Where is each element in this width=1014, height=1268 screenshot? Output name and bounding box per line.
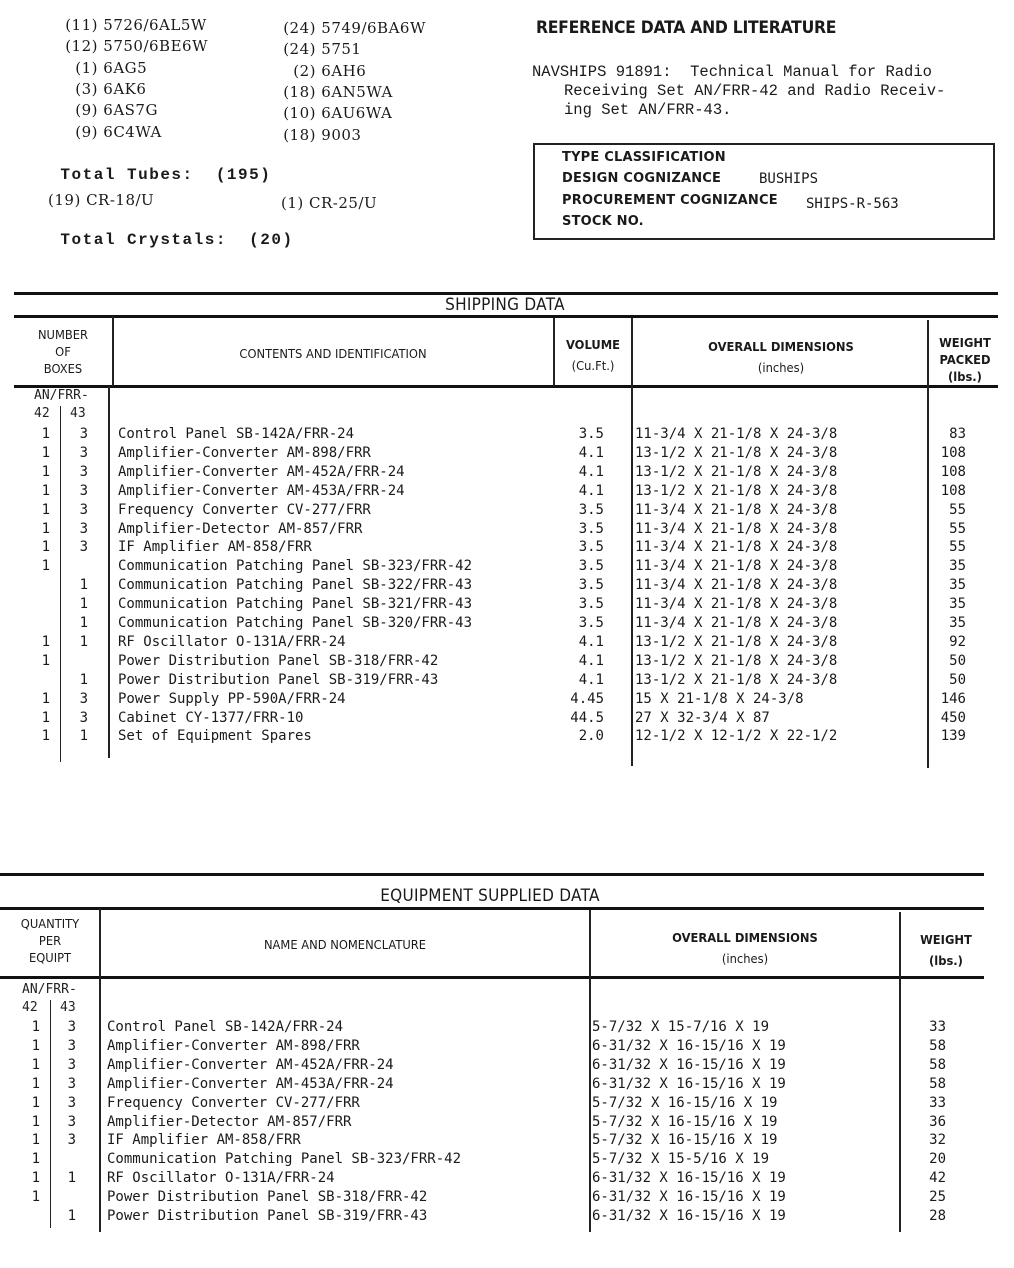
header-text: OVERALL DIMENSIONS <box>708 339 854 354</box>
header-overall-dimensions <box>646 338 916 376</box>
qty-42: 1 <box>41 482 50 499</box>
header-number-of-boxes <box>18 326 108 377</box>
tube-qty: (24) <box>283 40 316 59</box>
contents-item: Communication Patching Panel SB-322/FRR-43 <box>118 577 473 594</box>
tube-qty: (18) <box>283 125 316 144</box>
qty-42: 1 <box>31 1056 40 1073</box>
volume: 3.5 <box>578 596 604 613</box>
equipment-row <box>0 1019 1014 1038</box>
overall-dimensions: 13-1/2 X 21-1/8 X 24-3/8 <box>635 652 838 669</box>
overall-dimensions: 5-7/32 X 16-15/16 X 19 <box>592 1094 778 1111</box>
header-text: (lbs.) <box>948 369 982 384</box>
tube-item <box>268 19 426 37</box>
literature-line-1: NAVSHIPS 91891: Technical Manual for Radio <box>532 63 932 81</box>
procurement-cognizance-label: PROCUREMENT COGNIZANCE <box>562 193 778 208</box>
tube-qty: (12) <box>65 37 98 56</box>
name-item: Communication Patching Panel SB-323/FRR-42 <box>107 1151 462 1168</box>
qty-43: 1 <box>67 1208 76 1224</box>
qty-42: 1 <box>31 1113 40 1130</box>
overall-dimensions: 11-3/4 X 21-1/8 X 24-3/8 <box>635 615 838 631</box>
divider <box>0 907 984 910</box>
volume: 4.45 <box>570 690 604 707</box>
overall-dimensions: 6-31/32 X 16-15/16 X 19 <box>592 1170 786 1187</box>
tube-item <box>268 126 361 144</box>
volume: 4.1 <box>578 633 604 650</box>
overall-dimensions: 6-31/32 X 16-15/16 X 19 <box>592 1037 786 1054</box>
header-text: PER <box>38 933 62 948</box>
equipment-row <box>0 1170 1014 1189</box>
volume: 4.1 <box>578 482 604 499</box>
equipment-row <box>0 1208 1014 1227</box>
contents-item: Communication Patching Panel SB-323/FRR-42 <box>118 558 473 575</box>
overall-dimensions: 12-1/2 X 12-1/2 X 22-1/2 <box>635 728 838 745</box>
tube-item <box>268 104 392 122</box>
header-text: (inches) <box>757 360 805 375</box>
header-text: OF <box>55 344 71 359</box>
overall-dimensions: 15 X 21-1/8 X 24-3/8 <box>635 690 804 707</box>
tube-type: 6AG5 <box>103 58 148 77</box>
qty-42: 1 <box>31 1151 40 1168</box>
crystal-item <box>281 194 377 212</box>
overall-dimensions: 11-3/4 X 21-1/8 X 24-3/8 <box>635 426 838 442</box>
total-crystals-label: Total Crystals: <box>60 231 227 249</box>
equipment-row <box>0 1076 1014 1095</box>
tube-item <box>48 37 208 55</box>
contents-item: RF Oscillator O-131A/FRR-24 <box>118 633 346 650</box>
overall-dimensions: 11-3/4 X 21-1/8 X 24-3/8 <box>635 558 838 575</box>
header-text: WEIGHT <box>920 932 972 947</box>
header-text: BOXES <box>43 361 83 376</box>
tube-item <box>268 62 366 80</box>
tube-qty: (11) <box>65 16 98 34</box>
weight-packed: 55 <box>949 539 966 556</box>
weight-packed: 108 <box>940 463 966 480</box>
equipment-row <box>0 1151 1014 1170</box>
shipping-row <box>0 615 1014 634</box>
volume: 4.1 <box>578 671 604 688</box>
overall-dimensions: 5-7/32 X 16-15/16 X 19 <box>592 1113 778 1130</box>
total-tubes-value: (195) <box>215 166 272 184</box>
weight: 58 <box>929 1037 946 1054</box>
qty-43: 3 <box>67 1037 76 1054</box>
weight-packed: 146 <box>940 690 966 707</box>
qty-43: 3 <box>79 539 88 556</box>
weight-packed: 108 <box>940 444 966 461</box>
qty-42: 1 <box>41 728 50 745</box>
weight: 25 <box>929 1189 946 1206</box>
weight: 42 <box>929 1170 946 1187</box>
shipping-row <box>0 464 1014 483</box>
tube-qty: (18) <box>283 82 316 101</box>
qty-42: 1 <box>31 1075 40 1092</box>
shipping-row <box>0 710 1014 729</box>
tube-type: 5726/6AL5W <box>103 16 207 34</box>
tube-qty: (3) <box>75 79 98 98</box>
shipping-row <box>0 483 1014 502</box>
tube-type: 6AS7G <box>103 101 158 120</box>
overall-dimensions: 6-31/32 X 16-15/16 X 19 <box>592 1208 786 1224</box>
tube-qty: (2) <box>293 61 316 80</box>
qty-42: 1 <box>31 1132 40 1149</box>
crystal-qty: (19) <box>48 191 81 209</box>
contents-item: Power Distribution Panel SB-318/FRR-42 <box>118 652 439 669</box>
set-43-label: 43 <box>60 1000 76 1015</box>
header-text: WEIGHT <box>939 335 991 350</box>
total-crystals <box>16 213 294 267</box>
header-text: OVERALL DIMENSIONS <box>672 930 818 945</box>
contents-item: Cabinet CY-1377/FRR-10 <box>118 709 304 726</box>
weight-packed: 50 <box>949 652 966 669</box>
total-crystals-value: (20) <box>249 231 294 249</box>
overall-dimensions: 27 X 32-3/4 X 87 <box>635 709 770 726</box>
shipping-row <box>0 691 1014 710</box>
header-weight-packed <box>933 334 997 385</box>
name-item: Power Distribution Panel SB-319/FRR-43 <box>107 1208 428 1224</box>
overall-dimensions: 11-3/4 X 21-1/8 X 24-3/8 <box>635 501 838 518</box>
overall-dimensions: 5-7/32 X 16-15/16 X 19 <box>592 1132 778 1149</box>
overall-dimensions: 6-31/32 X 16-15/16 X 19 <box>592 1075 786 1092</box>
contents-item: Frequency Converter CV-277/FRR <box>118 501 371 518</box>
qty-43: 3 <box>67 1113 76 1130</box>
header-text: QUANTITY <box>20 916 80 931</box>
shipping-row <box>0 426 1014 445</box>
weight-packed: 92 <box>949 633 966 650</box>
qty-42: 1 <box>41 558 50 575</box>
overall-dimensions: 11-3/4 X 21-1/8 X 24-3/8 <box>635 577 838 594</box>
volume: 3.5 <box>578 501 604 518</box>
qty-42: 1 <box>41 520 50 537</box>
qty-43: 3 <box>67 1075 76 1092</box>
qty-43: 3 <box>79 444 88 461</box>
qty-43: 3 <box>79 690 88 707</box>
tube-item <box>48 59 147 77</box>
contents-item: Amplifier-Converter AM-452A/FRR-24 <box>118 463 405 480</box>
qty-42: 1 <box>41 539 50 556</box>
literature-line-2: Receiving Set AN/FRR-42 and Radio Receiv- <box>564 82 946 100</box>
design-cognizance-label: DESIGN COGNIZANCE <box>562 171 722 186</box>
tube-item <box>48 123 162 141</box>
tube-type: 5750/6BE6W <box>103 37 208 56</box>
shipping-row <box>0 502 1014 521</box>
divider <box>0 873 984 876</box>
qty-43: 3 <box>79 520 88 537</box>
qty-43: 1 <box>79 615 88 631</box>
contents-item: Set of Equipment Spares <box>118 728 312 745</box>
crystal-type: CR-18/U <box>86 191 155 209</box>
qty-42: 1 <box>41 444 50 461</box>
procurement-cognizance-value: SHIPS-R-563 <box>806 196 899 212</box>
set-42-label: 42 <box>34 406 50 421</box>
tube-item <box>268 40 361 58</box>
contents-item: Amplifier-Detector AM-857/FRR <box>118 520 363 537</box>
total-tubes-label: Total Tubes: <box>60 166 194 184</box>
weight-packed: 108 <box>940 482 966 499</box>
qty-42: 1 <box>31 1019 40 1035</box>
weight-packed: 450 <box>940 709 966 726</box>
weight-packed: 55 <box>949 520 966 537</box>
qty-43: 1 <box>79 728 88 745</box>
weight-packed: 35 <box>949 577 966 594</box>
qty-43: 1 <box>79 671 88 688</box>
name-item: Amplifier-Converter AM-898/FRR <box>107 1037 360 1054</box>
equipment-row <box>0 1038 1014 1057</box>
divider <box>0 976 984 979</box>
weight: 33 <box>929 1094 946 1111</box>
shipping-row <box>0 653 1014 672</box>
weight-packed: 139 <box>940 728 966 745</box>
contents-item: Control Panel SB-142A/FRR-24 <box>118 426 355 442</box>
volume: 3.5 <box>578 615 604 631</box>
contents-item: Power Supply PP-590A/FRR-24 <box>118 690 346 707</box>
volume: 3.5 <box>578 577 604 594</box>
overall-dimensions: 13-1/2 X 21-1/8 X 24-3/8 <box>635 633 838 650</box>
weight: 32 <box>929 1132 946 1149</box>
weight: 33 <box>929 1019 946 1035</box>
contents-item: IF Amplifier AM-858/FRR <box>118 539 312 556</box>
contents-item: Communication Patching Panel SB-321/FRR-43 <box>118 596 473 613</box>
weight: 58 <box>929 1056 946 1073</box>
crystal-qty: (1) <box>281 194 304 212</box>
design-cognizance-value: BUSHIPS <box>759 171 819 187</box>
shipping-row <box>0 539 1014 558</box>
qty-42: 1 <box>41 652 50 669</box>
weight-packed: 35 <box>949 615 966 631</box>
overall-dimensions: 6-31/32 X 16-15/16 X 19 <box>592 1189 786 1206</box>
name-item: Amplifier-Converter AM-453A/FRR-24 <box>107 1075 394 1092</box>
set-label <box>34 387 89 404</box>
qty-43: 3 <box>67 1056 76 1073</box>
overall-dimensions: 11-3/4 X 21-1/8 X 24-3/8 <box>635 596 838 613</box>
tube-item <box>48 16 207 34</box>
qty-42: 1 <box>31 1170 40 1187</box>
volume: 3.5 <box>578 539 604 556</box>
qty-43: 1 <box>67 1170 76 1187</box>
contents-item: Amplifier-Converter AM-898/FRR <box>118 444 371 461</box>
reference-literature <box>532 63 1002 120</box>
contents-item: Power Distribution Panel SB-319/FRR-43 <box>118 671 439 688</box>
qty-42: 1 <box>31 1094 40 1111</box>
tube-type: 6AH6 <box>321 61 367 80</box>
tube-item <box>268 83 393 101</box>
name-item: RF Oscillator O-131A/FRR-24 <box>107 1170 335 1187</box>
volume: 3.5 <box>578 558 604 575</box>
qty-43: 3 <box>67 1132 76 1149</box>
shipping-row <box>0 577 1014 596</box>
header-text: PACKED <box>939 352 991 367</box>
volume: 3.5 <box>578 520 604 537</box>
tube-type: 6C4WA <box>103 122 162 141</box>
tube-qty: (10) <box>283 104 316 123</box>
tube-qty: (9) <box>75 101 98 120</box>
qty-42: 1 <box>41 690 50 707</box>
overall-dimensions: 6-31/32 X 16-15/16 X 19 <box>592 1056 786 1073</box>
equipment-row <box>0 1095 1014 1114</box>
name-item: Power Distribution Panel SB-318/FRR-42 <box>107 1189 428 1206</box>
volume: 4.1 <box>578 463 604 480</box>
qty-42: 1 <box>41 633 50 650</box>
contents-item: Communication Patching Panel SB-320/FRR-43 <box>118 615 473 631</box>
qty-42: 1 <box>41 501 50 518</box>
header-text: (inches) <box>721 951 769 966</box>
tube-type: 6AK6 <box>103 79 147 98</box>
shipping-row <box>0 728 1014 747</box>
overall-dimensions: 13-1/2 X 21-1/8 X 24-3/8 <box>635 671 838 688</box>
tube-type: 9003 <box>321 125 362 144</box>
qty-43: 1 <box>79 596 88 613</box>
stock-no-label: STOCK NO. <box>562 214 644 229</box>
divider <box>14 385 998 388</box>
set-43-label: 43 <box>70 406 86 421</box>
name-item: IF Amplifier AM-858/FRR <box>107 1132 301 1149</box>
overall-dimensions: 11-3/4 X 21-1/8 X 24-3/8 <box>635 539 838 556</box>
volume: 4.1 <box>578 652 604 669</box>
qty-43: 1 <box>79 577 88 594</box>
column-rule <box>553 318 555 386</box>
weight-packed: 83 <box>949 426 966 442</box>
overall-dimensions: 13-1/2 X 21-1/8 X 24-3/8 <box>635 482 838 499</box>
qty-42: 1 <box>41 463 50 480</box>
qty-43: 3 <box>79 463 88 480</box>
name-item: Amplifier-Detector AM-857/FRR <box>107 1113 352 1130</box>
weight-packed: 55 <box>949 501 966 518</box>
tube-type: 5751 <box>321 40 362 59</box>
tube-qty: (9) <box>75 122 98 141</box>
header-text: VOLUME <box>565 337 621 352</box>
weight: 58 <box>929 1075 946 1092</box>
type-classification-label: TYPE CLASSIFICATION <box>562 150 726 165</box>
equipment-row <box>0 1189 1014 1208</box>
header-contents: CONTENTS AND IDENTIFICATION <box>239 346 427 361</box>
set-42-label: 42 <box>22 1000 38 1015</box>
tube-qty: (1) <box>75 58 98 77</box>
header-volume <box>559 336 627 374</box>
qty-42: 1 <box>41 426 50 442</box>
weight-packed: 35 <box>949 596 966 613</box>
overall-dimensions: 5-7/32 X 15-7/16 X 19 <box>592 1019 770 1035</box>
crystal-item <box>48 191 154 209</box>
literature-line-3: ing Set AN/FRR-43. <box>564 101 732 119</box>
qty-42: 1 <box>41 709 50 726</box>
crystal-type: CR-25/U <box>309 194 378 212</box>
overall-dimensions: 5-7/32 X 15-5/16 X 19 <box>592 1151 770 1168</box>
shipping-title: SHIPPING DATA <box>445 295 565 315</box>
weight-packed: 35 <box>949 558 966 575</box>
header-text: NUMBER <box>37 327 89 342</box>
equipment-title: EQUIPMENT SUPPLIED DATA <box>380 886 600 906</box>
divider <box>14 315 998 318</box>
qty-42: 1 <box>31 1037 40 1054</box>
column-rule <box>112 316 114 386</box>
header-weight <box>909 931 983 969</box>
qty-43: 3 <box>79 426 88 442</box>
shipping-row <box>0 634 1014 653</box>
equipment-row <box>0 1057 1014 1076</box>
qty-43: 3 <box>79 482 88 499</box>
weight: 36 <box>929 1113 946 1130</box>
overall-dimensions: 13-1/2 X 21-1/8 X 24-3/8 <box>635 444 838 461</box>
weight: 20 <box>929 1151 946 1168</box>
tube-type: 6AU6WA <box>321 104 393 123</box>
header-name-nomenclature: NAME AND NOMENCLATURE <box>263 937 427 952</box>
weight: 28 <box>929 1208 946 1224</box>
header-overall-dimensions <box>604 929 886 967</box>
set-prefix: AN/FRR- <box>34 388 89 403</box>
shipping-row <box>0 596 1014 615</box>
overall-dimensions: 13-1/2 X 21-1/8 X 24-3/8 <box>635 463 838 480</box>
tube-qty: (24) <box>283 19 316 37</box>
volume: 4.1 <box>578 444 604 461</box>
tube-item <box>48 80 146 98</box>
tube-type: 5749/6BA6W <box>321 19 426 37</box>
header-quantity-per-equipt <box>4 915 96 966</box>
volume: 44.5 <box>570 709 604 726</box>
shipping-row <box>0 521 1014 540</box>
shipping-row <box>0 445 1014 464</box>
tube-item <box>48 101 158 119</box>
header-text: (lbs.) <box>929 953 963 968</box>
set-label: AN/FRR- <box>22 982 77 997</box>
classification-box <box>533 143 995 240</box>
volume: 3.5 <box>578 426 604 442</box>
qty-43: 3 <box>79 501 88 518</box>
name-item: Amplifier-Converter AM-452A/FRR-24 <box>107 1056 394 1073</box>
qty-43: 1 <box>79 633 88 650</box>
weight-packed: 50 <box>949 671 966 688</box>
contents-item: Amplifier-Converter AM-453A/FRR-24 <box>118 482 405 499</box>
shipping-row <box>0 558 1014 577</box>
reference-title: REFERENCE DATA AND LITERATURE <box>536 18 837 38</box>
qty-43: 3 <box>67 1094 76 1111</box>
tube-type: 6AN5WA <box>321 82 393 101</box>
header-text: EQUIPT <box>28 950 72 965</box>
name-item: Frequency Converter CV-277/FRR <box>107 1094 360 1111</box>
volume: 2.0 <box>578 728 604 745</box>
header-text: (Cu.Ft.) <box>571 358 615 373</box>
overall-dimensions: 11-3/4 X 21-1/8 X 24-3/8 <box>635 520 838 537</box>
name-item: Control Panel SB-142A/FRR-24 <box>107 1019 344 1035</box>
qty-42: 1 <box>31 1189 40 1206</box>
qty-43: 3 <box>67 1019 76 1035</box>
qty-43: 3 <box>79 709 88 726</box>
equipment-row <box>0 1114 1014 1133</box>
equipment-row <box>0 1132 1014 1151</box>
shipping-row <box>0 672 1014 691</box>
